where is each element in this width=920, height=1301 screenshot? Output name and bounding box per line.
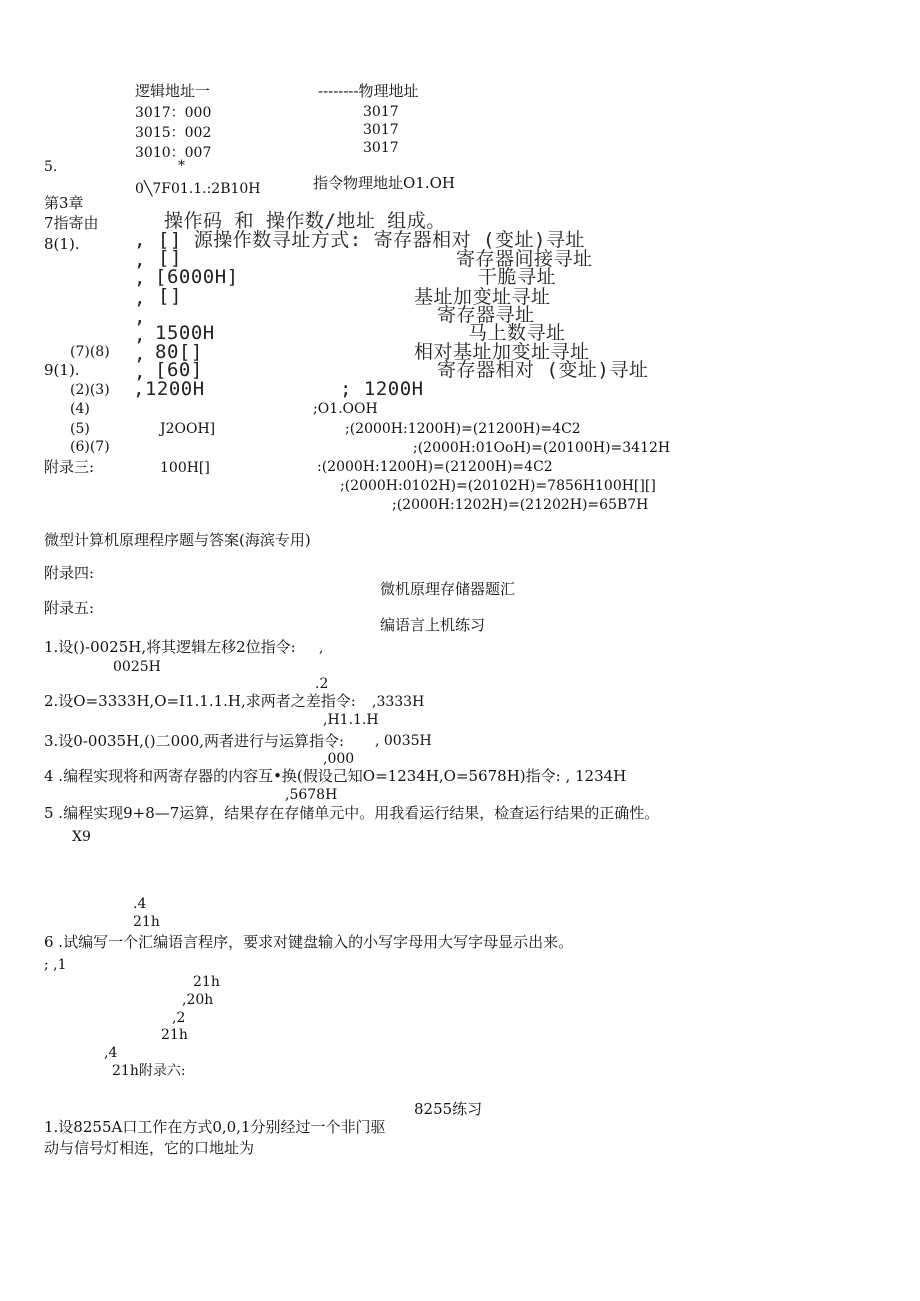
- section-title: 微型计算机原理程序题与答案(海滨专用): [44, 531, 311, 549]
- text-line: ,: [134, 267, 146, 289]
- text-line: ;(2000H:01OoH)=(20100H)=3412H: [413, 440, 671, 456]
- text-line: 21h: [193, 974, 220, 990]
- text-line: , 0035H: [375, 733, 432, 749]
- text-line: ,: [319, 640, 324, 656]
- text-line: ,: [134, 343, 146, 365]
- section-title: 8255练习: [414, 1100, 483, 1118]
- appendix-heading: 附录四:: [44, 564, 95, 582]
- text-line: 相对基址加变址寻址: [414, 341, 590, 363]
- text-line: ; 1200H: [340, 378, 424, 400]
- text-line: (2)(3): [70, 382, 110, 398]
- text-line: 9(1).: [44, 361, 80, 379]
- text-line: 0╲7F01.1.:2B10H: [135, 181, 261, 197]
- text-line: (4): [70, 401, 90, 417]
- appendix-heading: 附录五:: [44, 599, 95, 617]
- text-line: :(2000H:1200H)=(21200H)=4C2: [317, 459, 553, 475]
- text-line: 8(1).: [44, 235, 80, 253]
- text-line: ;(2000H:1202H)=(21202H)=65B7H: [392, 497, 649, 513]
- text-line: (5): [70, 421, 90, 437]
- text-line: X9: [72, 829, 91, 845]
- text-line: (7)(8): [70, 344, 110, 360]
- text-line: 2.设O=3333H,O=I1.1.1.H,求两者之差指令:: [44, 692, 356, 710]
- text-line: , [] 源操作数寻址方式: 寄存器相对 (变址)寻址: [134, 229, 585, 251]
- text-line: ,: [134, 249, 146, 271]
- text-line: ,: [134, 287, 146, 309]
- text-line: 1500H: [155, 322, 215, 344]
- text-line: 指令物理地址O1.OH: [313, 174, 455, 192]
- text-line: ,5678H: [285, 787, 338, 803]
- text-line: 逻辑地址一: [135, 82, 211, 100]
- text-line: ;(2000H:1200H)=(21200H)=4C2: [345, 421, 581, 437]
- text-line: ,1200H: [133, 378, 205, 400]
- text-line: 3017: [363, 104, 399, 120]
- text-line: 4 .编程实现将和两寄存器的内容互•换(假设己知O=1234H,O=5678H)指令: , 1234H: [44, 767, 627, 785]
- text-line: 5.: [44, 159, 58, 175]
- text-line: 寄存器间接寻址: [456, 248, 593, 270]
- text-line: 基址加变址寻址: [414, 286, 551, 308]
- chapter-heading: 第3章: [44, 194, 84, 212]
- text-line: ; ,1: [44, 957, 67, 973]
- text-line: *: [178, 158, 185, 174]
- text-line: 1.设8255A口工作在方式0,0,1分别经过一个非门驱: [44, 1118, 386, 1136]
- text-line: 80[]: [155, 341, 203, 363]
- text-line: J2OOH]: [160, 421, 216, 437]
- text-line: 21h: [133, 914, 160, 930]
- text-line: 0025H: [113, 659, 161, 675]
- text-line: 1.设()-0025H,将其逻辑左移2位指令:: [44, 638, 296, 656]
- text-line: 操作码 和 操作数/地址 组成。: [164, 210, 446, 232]
- text-line: 3017: [363, 140, 399, 156]
- section-title: 编语言上机练习: [380, 616, 486, 634]
- text-line: 100H[]: [160, 460, 210, 476]
- text-line: ,3333H: [372, 694, 425, 710]
- text-line: .2: [315, 676, 329, 692]
- text-line: 马上数寻址: [468, 322, 566, 344]
- text-line: ,: [134, 306, 146, 328]
- text-line: ;(2000H:0102H)=(20102H)=7856H100H[][]: [340, 478, 656, 494]
- text-line: --------物理地址: [318, 82, 419, 100]
- text-line: []: [158, 247, 182, 269]
- text-line: 干脆寻址: [478, 266, 557, 288]
- text-line: 6 .试编写一个汇编语言程序，要求对键盘输入的小写字母用大写字母显示出来。: [44, 933, 574, 951]
- text-line: .4: [133, 896, 147, 912]
- appendix-heading: 附录三:: [44, 458, 95, 476]
- text-line: 3017：000: [135, 105, 212, 121]
- text-line: [6000H]: [155, 266, 239, 288]
- text-line: [60]: [155, 359, 203, 381]
- text-line: 动与信号灯相连，它的口地址为: [44, 1139, 255, 1157]
- text-line: 5 .编程实现9+8—7运算，结果存在存储单元中。用我看运行结果，检查运行结果的正确性。: [44, 804, 660, 822]
- text-line: 7指寄由: [44, 214, 99, 232]
- text-line: ,: [134, 361, 146, 383]
- text-line: ,H1.1.H: [323, 712, 379, 728]
- text-line: 3010：007: [135, 145, 212, 161]
- text-line: ,20h: [182, 992, 214, 1008]
- text-line: 3015：002: [135, 125, 212, 141]
- text-line: 3.设0-0035H,()二000,两者进行与运算指令:: [44, 732, 345, 750]
- text-line: ,2: [172, 1010, 186, 1026]
- text-line: 21h附录六:: [112, 1063, 186, 1079]
- text-line: ,000: [323, 751, 355, 767]
- text-line: 3017: [363, 122, 399, 138]
- text-line: ,4: [104, 1045, 118, 1061]
- text-line: []: [158, 285, 182, 307]
- section-title: 微机原理存储器题汇: [380, 580, 516, 598]
- text-line: (6)(7): [70, 439, 110, 455]
- text-line: ,: [134, 324, 146, 346]
- text-line: 寄存器相对 (变址)寻址: [437, 359, 649, 381]
- text-line: ;O1.OOH: [313, 401, 378, 417]
- text-line: 21h: [161, 1027, 188, 1043]
- text-line: 寄存器寻址: [437, 304, 535, 326]
